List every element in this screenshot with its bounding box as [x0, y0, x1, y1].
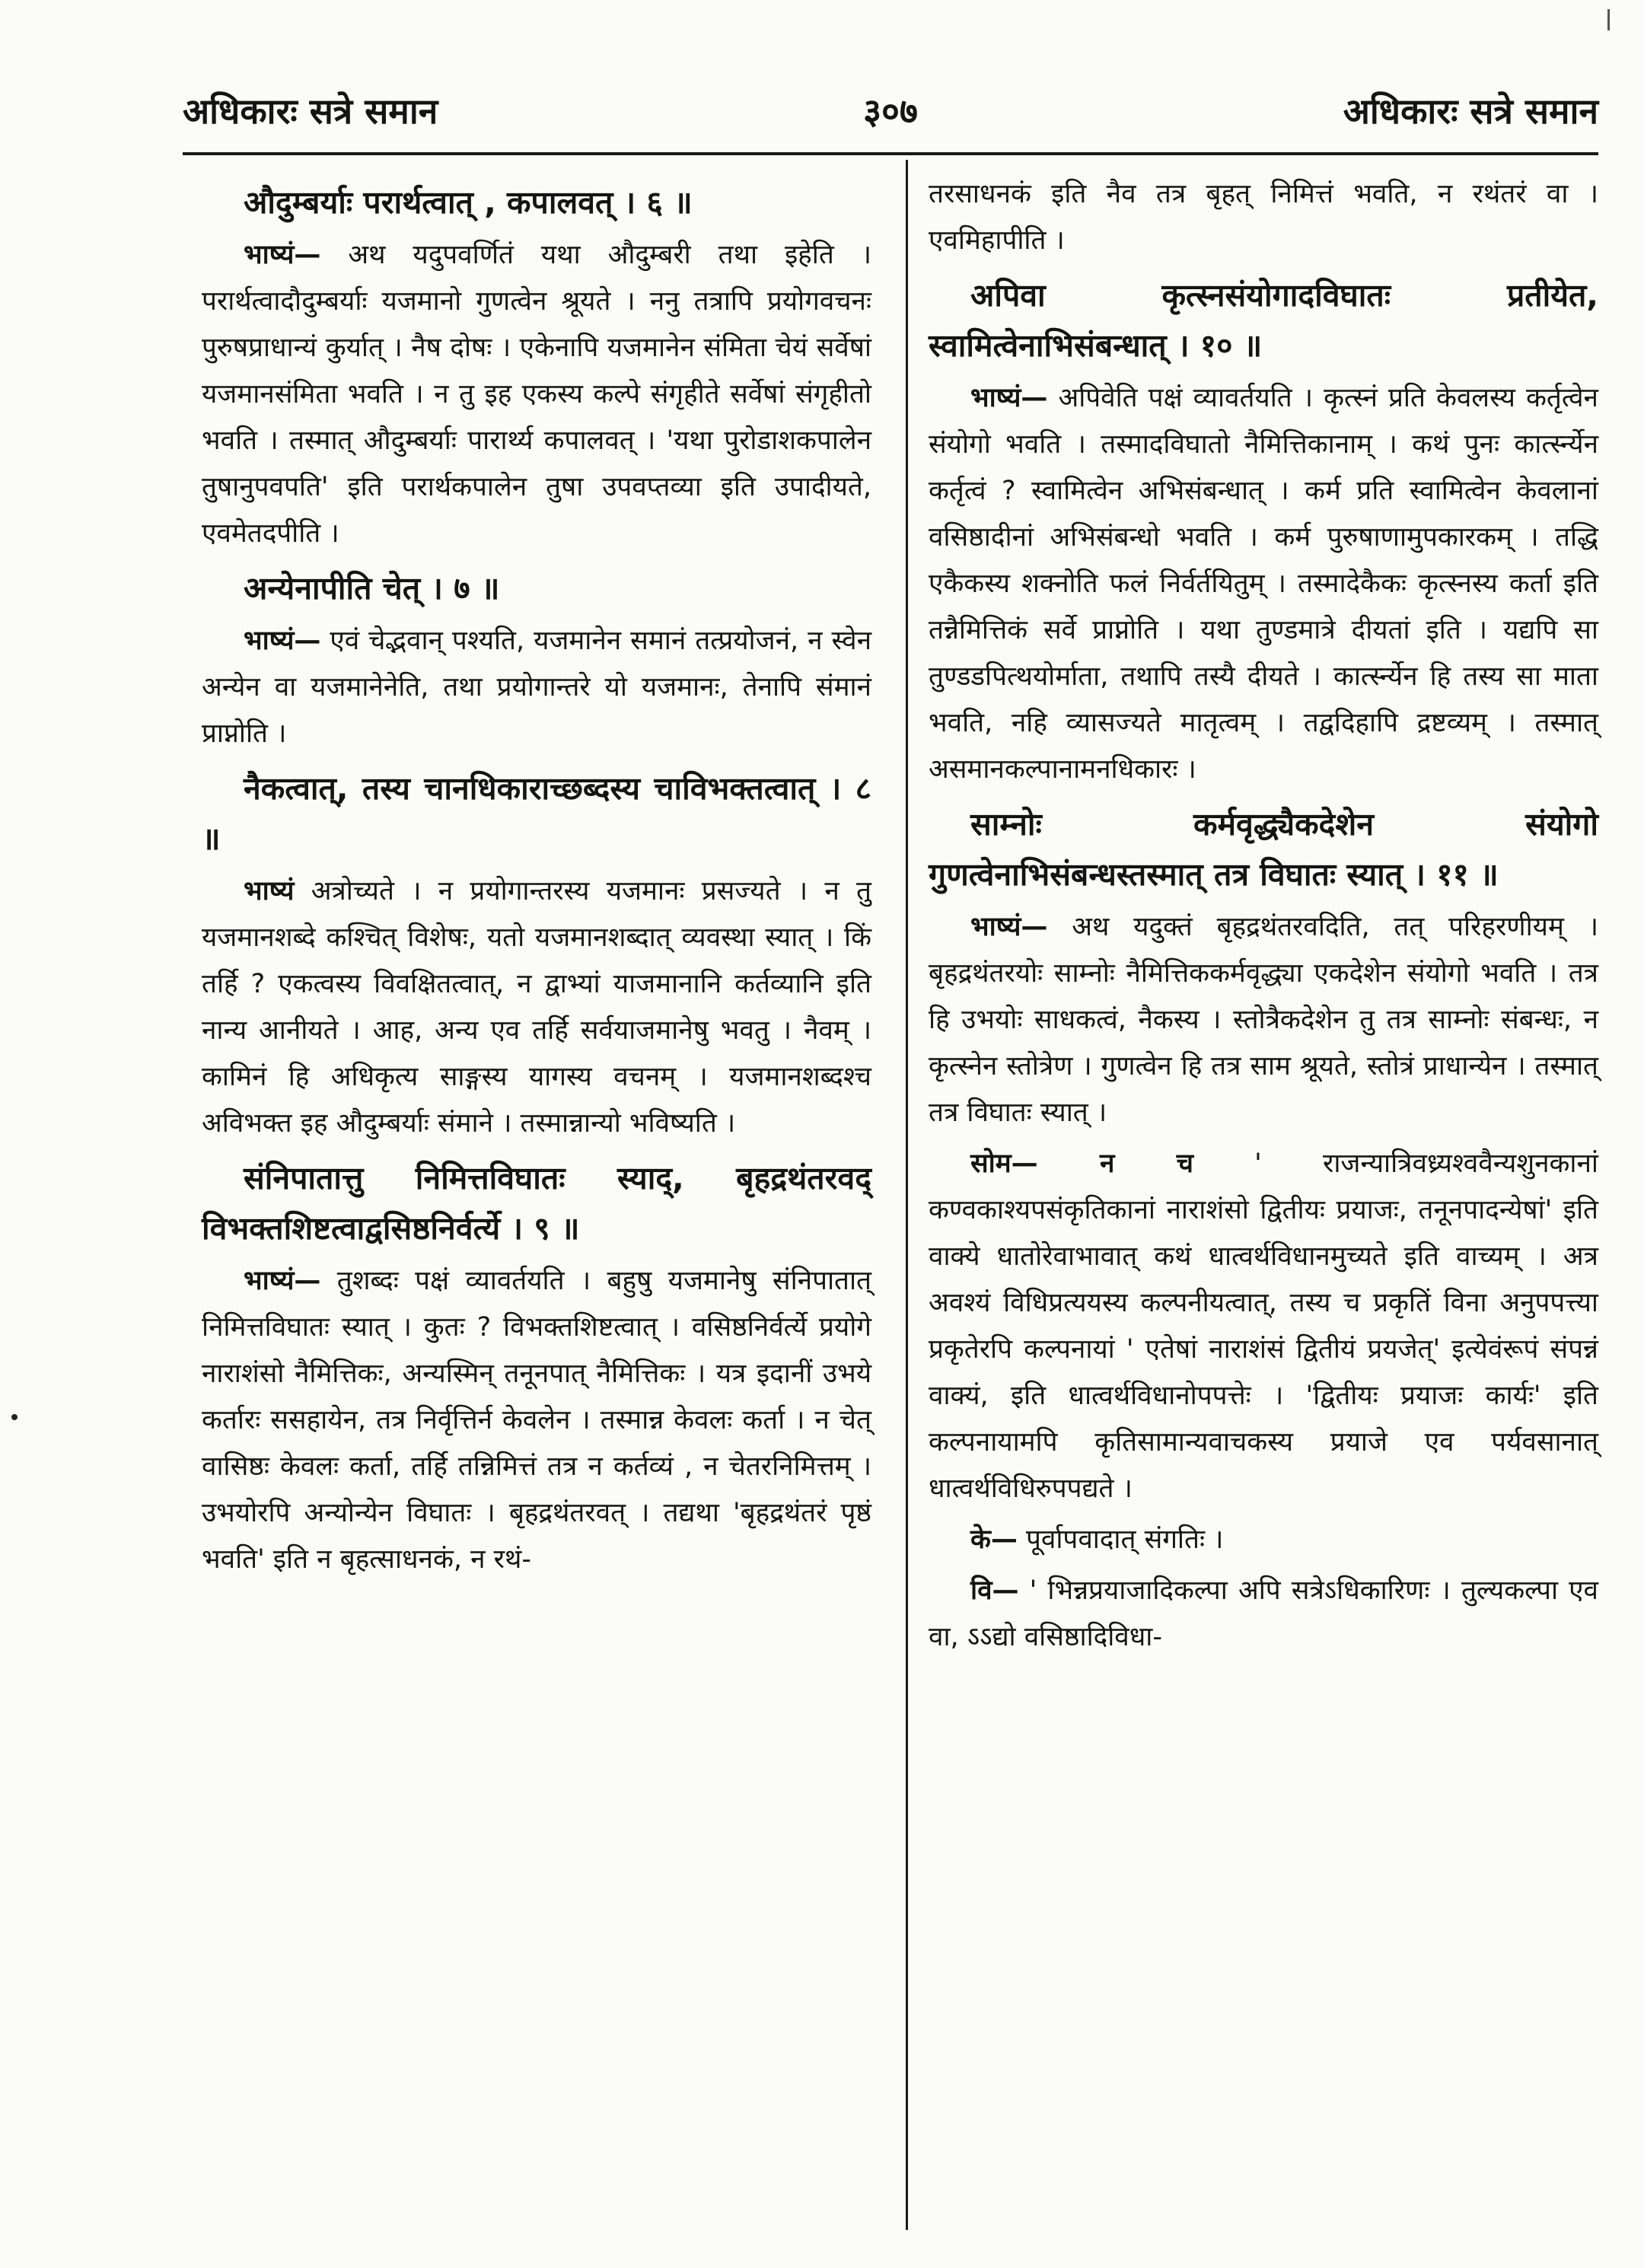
header-rule: [183, 152, 1598, 155]
bhashya-text: अथ यदुपवर्णितं यथा औदुम्बरी तथा इहेति । परार्थत्वादौदुम्बर्याः यजमानो गुणत्वेन श्रूयते । ननु तत्रापि प्रयोगवचनः पुरुषप्राधान्यं कुर्यात् । नैष दोषः । एकेनापि यजमानेन संमिता चेयं सर्वेषां यजमानसंमिता भवति । न तु इह एकस्य कल्पे संगृहीते सर्वेषां संगृहीतो भवति । तस्मात् औदुम्बर्याः पारार्थ्य कपालवत् । 'यथा पुरोडाशकपालेन तुषानुपवपति' इति परार्थकपालेन तुषा उपवप्तव्या इति उपादीयते, एवमेतदपीति ।: [202, 240, 871, 549]
soma-commentary: [929, 1141, 1598, 1512]
bhashya-label: भाष्यं—: [244, 240, 321, 270]
bhashya-label: भाष्यं: [244, 876, 295, 906]
sutra-6: औदुम्बर्याः परार्थत्वात् , कपालवत् । ६ ॥: [244, 184, 693, 221]
bhashya-label: भाष्यं—: [970, 912, 1048, 942]
soma-label: सोम— न च: [970, 1148, 1193, 1179]
bhashya-label: भाष्यं—: [244, 1266, 321, 1296]
vi-commentary: [929, 1568, 1598, 1661]
ke-label: के—: [970, 1524, 1018, 1555]
header-left-title: अधिकारः सत्रे समान: [183, 91, 438, 132]
left-column: [202, 171, 871, 1588]
header-right-title: अधिकारः सत्रे समान: [1343, 91, 1598, 132]
vi-label: वि—: [970, 1575, 1019, 1606]
sutra-9: संनिपातात्तु निमित्तविघातः स्याद्, बृहद्रथंतरवद् विभक्तशिष्टत्वाद्वसिष्ठनिर्वर्त्ये । ९ ॥: [202, 1160, 871, 1247]
ke-text: पूर्वापवादात् संगतिः ।: [1026, 1524, 1224, 1555]
running-header: [183, 80, 1598, 141]
bhashya-text: अपिवेति पक्षं व्यावर्तयति । कृत्स्नं प्रति केवलस्य कर्तृत्वेन संयोगो भवति । तस्मादविघातो नैमित्तिकानाम् । कथं पुनः कार्त्स्न्येन कर्तृत्वं ? स्वामित्वेन अभिसंबन्धात् । कर्म प्रति स्वामित्वेन केवलानां वसिष्ठादीनां अभिसंबन्धो भवति । कर्म पुरुषाणामुपकारकम् । तद्धि एकैकस्य शक्नोति फलं निर्वर्तयितुम् । तस्मादेकैकः कृत्स्नस्य कर्ता इति तन्नैमित्तिकं सर्वे प्राप्नोति । यथा तुण्डमात्रे दीयतां इति । यद्यपि सा तुण्डडपित्थयोर्माता, तथापि तस्यै दीयते । कार्त्स्न्येन हि तस्य सा माता भवति, नहि व्यासज्यते मातृत्वम् । तद्वदिहापि द्रष्टव्यम् । तस्मात् असमानकल्पानामनधिकारः ।: [929, 383, 1598, 785]
bhashya-10: [929, 375, 1598, 793]
sutra-10: अपिवा कृत्स्नसंयोगादविघातः प्रतीयेत, स्वामित्वेनाभिसंबन्धात् । १० ॥: [929, 277, 1598, 364]
soma-text: ' राजन्यात्रिवध्र्यश्ववैन्यशुनकानां कण्वकाश्यपसंकृतिकानां नाराशंसो द्वितीयः प्रयाजः, तनूनपादन्येषां' इति वाक्ये धातोरेवाभावात् कथं धात्वर्थविधानमुच्यते इति वाच्यम् । अत्र अवश्यं विधिप्रत्ययस्य कल्पनीयत्वात्, तस्य च प्रकृतिं विना अनुपपत्त्या प्रकृतेरपि कल्पनायां ' एतेषां नाराशंसं द्वितीयं प्रयजेत्' इत्येवंरूपं संपन्नं वाक्यं, इति धात्वर्थविधानोपपत्तेः । 'द्वितीयः प्रयाजः कार्यः' इति कल्पनायामपि कृतिसामान्यवाचकस्य प्रयाजे एव पर्यवसानात् धात्वर्थविधिरुपपद्यते ।: [929, 1148, 1598, 1504]
sutra-8: नैकत्वात्, तस्य चानधिकाराच्छब्दस्य चाविभक्तत्वात् । ८ ॥: [202, 770, 871, 857]
sutra-11: साम्नोः कर्मवृद्ध्यैकदेशेन संयोगो गुणत्वेनाभिसंबन्धस्तस्मात् तत्र विघातः स्यात् । ११ ॥: [929, 806, 1598, 893]
sutra-7: अन्येनापीति चेत् । ७ ॥: [244, 570, 500, 607]
bhashya-text: अत्रोच्यते । न प्रयोगान्तरस्य यजमानः प्रसज्यते । न तु यजमानशब्दे कश्चित् विशेषः, यतो यजमानशब्दात् व्यवस्था स्यात् । किं तर्हि ? एकत्वस्य विवक्षितत्वात्, न द्वाभ्यां याजमानानि कर्तव्यानि इति नान्य आनीयते । आह, अन्य एव तर्हि सर्वयाजमानेषु भवतु । नैवम् । कामिनं हि अधिकृत्य साङ्गस्य यागस्य वचनम् । यजमानशब्दश्च अविभक्त इह औदुम्बर्याः संमाने । तस्मान्नान्यो भविष्यति ।: [202, 876, 871, 1139]
bhashya-7: [202, 618, 871, 757]
bhashya-8: [202, 868, 871, 1147]
vi-text: ' भिन्नप्रयाजादिकल्पा अपि सत्रेऽधिकारिणः । तुल्यकल्पा एव वा, ऽऽद्यो वसिष्ठादिविधा-: [929, 1575, 1598, 1652]
right-column: [929, 171, 1598, 1665]
margin-mark: [1607, 9, 1610, 30]
margin-dot: [11, 1414, 18, 1420]
page-number: ३०७: [863, 91, 918, 132]
bhashya-label: भाष्यं—: [244, 626, 321, 656]
bhashya-text: तुशब्दः पक्षं व्यावर्तयति । बहुषु यजमानेषु संनिपातात् निमित्तविघातः स्यात् । कुतः ? विभक्तशिष्टत्वात् । वसिष्ठनिर्वर्त्ये प्रयोगे नाराशंसो नैमित्तिकः, अन्यस्मिन् तनूनपात् नैमित्तिकः । यत्र इदानीं उभये कर्तारः ससहायेन, तत्र निर्वृत्तिर्न केवलेन । तस्मान्न केवलः कर्ता । न चेत् वासिष्ठः केवलः कर्ता, तर्हि तन्निमित्तं तत्र न कर्तव्यं , न चेतरनिमित्तम् । उभयोरपि अन्योन्येन विघातः । बृहद्रथंतरवत् । तद्यथा 'बृहद्रथंतरं पृष्ठं भवति' इति न बृहत्साधनकं, न रथं-: [202, 1266, 871, 1575]
ke-commentary: [929, 1517, 1598, 1563]
bhashya-11: [929, 904, 1598, 1136]
column-divider: [906, 160, 908, 2230]
bhashya-label: भाष्यं—: [970, 383, 1048, 413]
bhashya-9-continued: तरसाधनकं इति नैव तत्र बृहत् निमित्तं भवति, न रथंतरं वा । एवमिहापीति ।: [929, 179, 1598, 256]
bhashya-text: अथ यदुक्तं बृहद्रथंतरवदिति, तत् परिहरणीयम् । बृहद्रथंतरयोः साम्नोः नैमित्तिककर्मवृद्ध्या एकदेशेन संयोगो भवति । तत्र हि उभयोः साधकत्वं, नैकस्य । स्तोत्रैकदेशेन तु तत्र साम्नोः संबन्धः, न कृत्स्नेन स्तोत्रेण । गुणत्वेन हि तत्र साम श्रूयते, स्तोत्रं प्राधान्येन । तस्मात् तत्र विघातः स्यात् ।: [929, 912, 1598, 1128]
bhashya-9: [202, 1258, 871, 1583]
bhashya-6: [202, 232, 871, 557]
bhashya-text: एवं चेद्भवान् पश्यति, यजमानेन समानं तत्प्रयोजनं, न स्वेन अन्येन वा यजमानेनेति, तथा प्रयोगान्तरे यो यजमानः, तेनापि संमानं प्राप्नोति ।: [202, 626, 871, 749]
